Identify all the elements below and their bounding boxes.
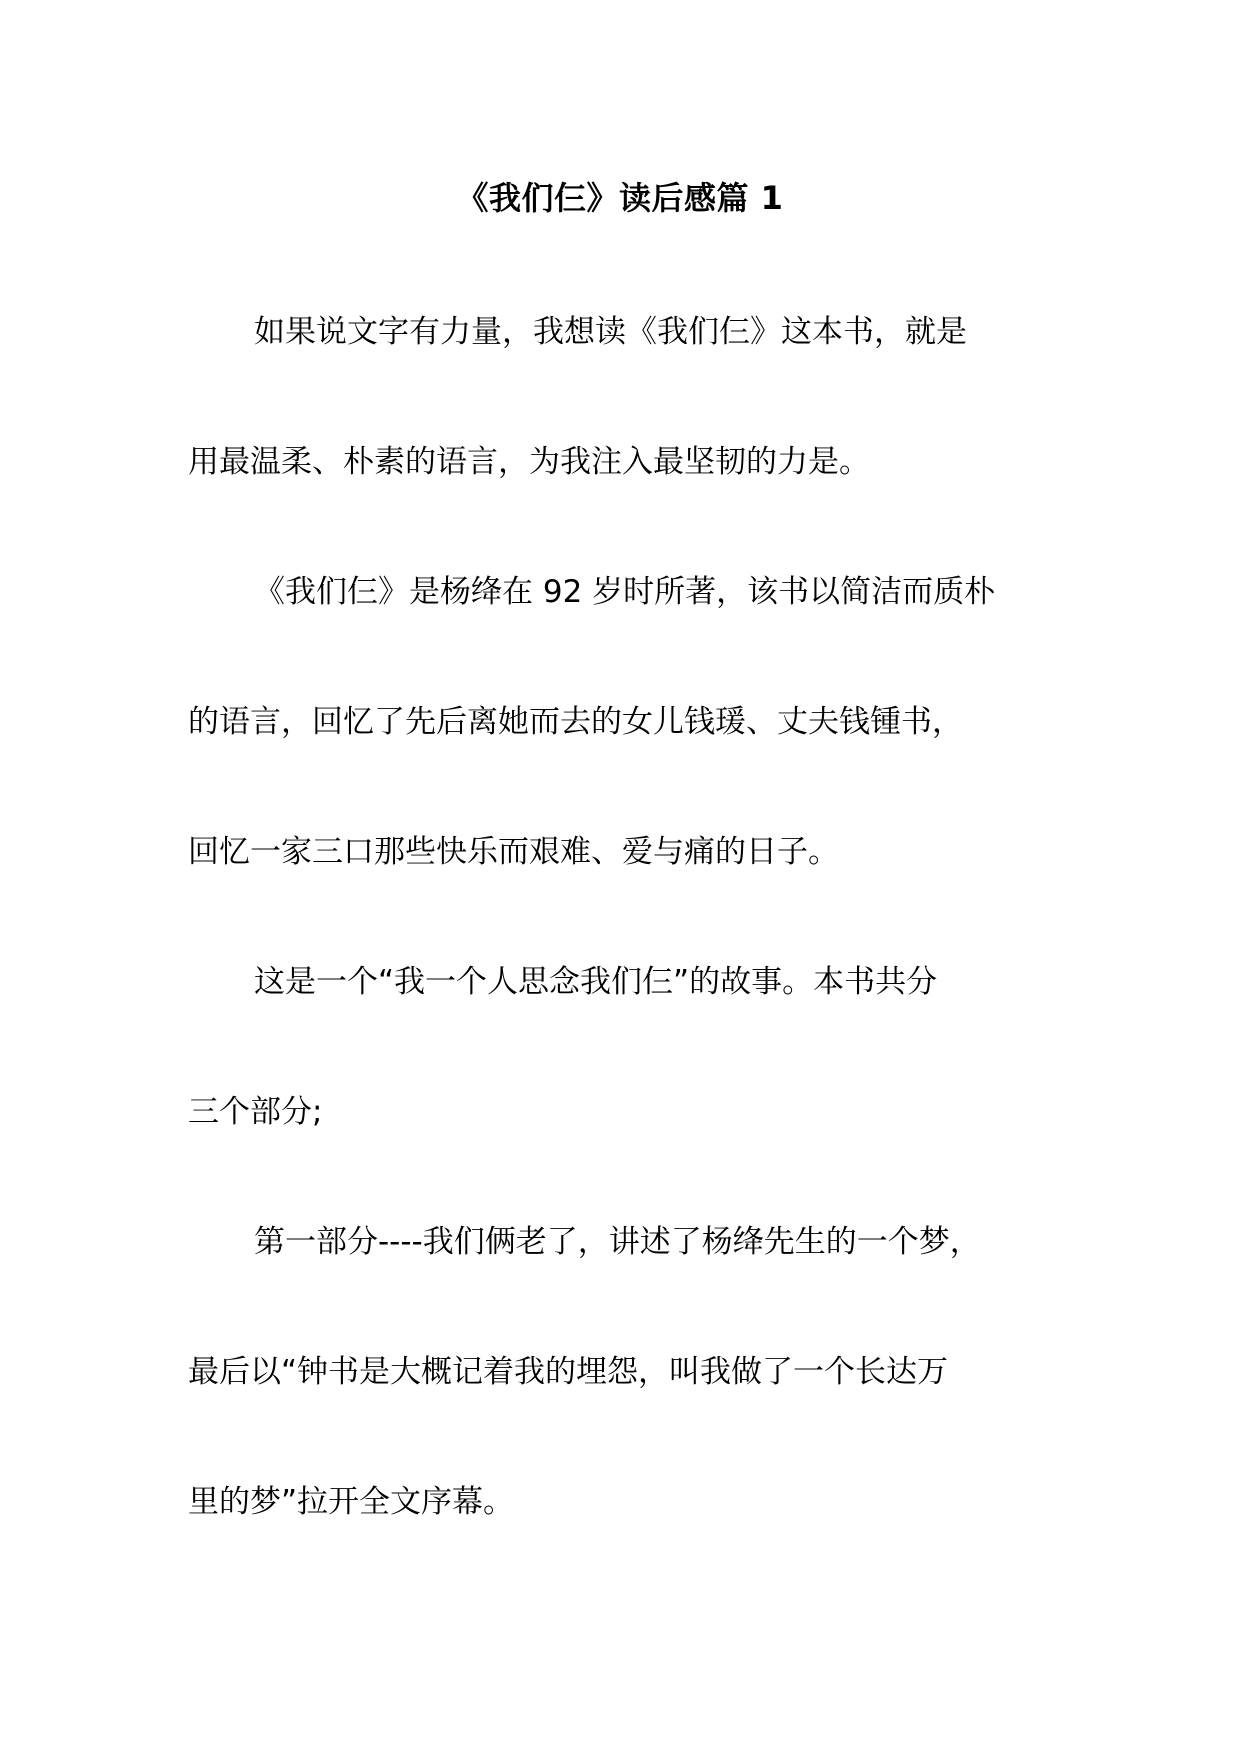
paragraph-2-line-3: 回忆一家三口那些快乐而艰难、爱与痛的日子。 xyxy=(188,834,839,870)
paragraph-4-line-1: 第一部分----我们俩老了，讲述了杨绛先生的一个梦， xyxy=(254,1224,981,1260)
paragraph-2-line-1: 《我们仨》是杨绛在 92 岁时所著，该书以简洁而质朴 xyxy=(254,574,996,610)
paragraph-4-line-3: 里的梦”拉开全文序幕。 xyxy=(188,1484,515,1520)
page-title: 《我们仨》读后感篇 1 xyxy=(456,179,784,217)
paragraph-4-line-2: 最后以“钟书是大概记着我的埋怨，叫我做了一个长达万 xyxy=(188,1354,949,1390)
paragraph-2-line-2: 的语言，回忆了先后离她而去的女儿钱瑗、丈夫钱锺书， xyxy=(188,704,963,740)
paragraph-1-line-1: 如果说文字有力量，我想读《我们仨》这本书，就是 xyxy=(254,314,967,350)
paragraph-1-line-2: 用最温柔、朴素的语言，为我注入最坚韧的力是。 xyxy=(188,444,870,480)
paragraph-3-line-1: 这是一个“我一个人思念我们仨”的故事。本书共分 xyxy=(254,964,938,1000)
paragraph-3-line-2: 三个部分; xyxy=(188,1094,323,1130)
